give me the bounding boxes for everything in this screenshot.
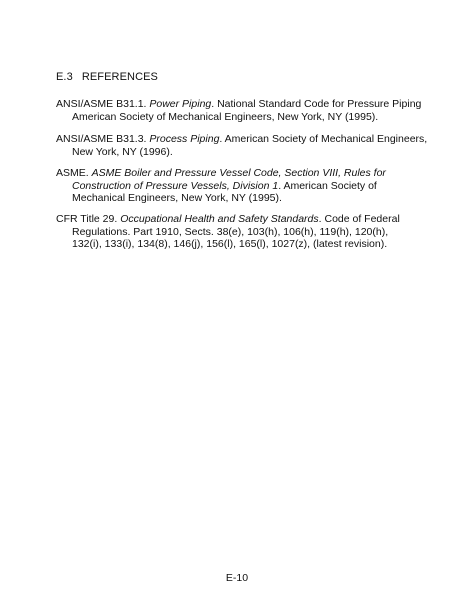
reference-line [56,133,428,146]
reference-details: . Code of Federal [318,213,400,225]
reference-source: ASME. [56,167,92,179]
reference-line: New York, NY (1996). [72,145,173,158]
reference-title: Construction of Pressure Vessels, Division 1 [72,179,279,192]
reference-item [56,167,386,205]
reference-item [56,133,428,158]
reference-title: ASME Boiler and Pressure Vessel Code, Section VIII, Rules for [91,167,386,179]
section-number: E.3 [56,71,73,83]
reference-source: ANSI/ASME B31.3. [56,133,150,145]
reference-line: Regulations. Part 1910, Sects. 38(e), 103(h), 106(h), 119(h), 120(h), [72,225,389,238]
reference-line [56,180,386,193]
reference-item [56,213,400,251]
reference-item [56,98,422,123]
section-title: REFERENCES [81,71,158,83]
reference-source: ANSI/ASME B31.1. [56,98,150,110]
reference-line [56,98,422,111]
section-heading [56,70,158,84]
reference-line [56,213,400,226]
reference-title: Occupational Health and Safety Standards [120,213,319,225]
reference-details: . National Standard Code for Pressure Piping [211,98,422,110]
reference-details: . American Society of Mechanical Engineers, [219,133,428,145]
reference-title: Power Piping [149,98,212,110]
page-number: E-10 [225,572,249,584]
reference-title: Process Piping [149,133,220,145]
reference-line: 132(i), 133(i), 134(8), 146(j), 156(l), 165(l), 1027(z), (latest revision). [72,238,388,250]
reference-line [56,167,386,180]
reference-line: American Society of Mechanical Engineers, New York, NY (1995). [72,110,379,123]
reference-line: Mechanical Engineers, New York, NY (1995). [72,192,282,204]
reference-source: CFR Title 29. [56,213,121,225]
reference-details: . American Society of [278,179,377,192]
